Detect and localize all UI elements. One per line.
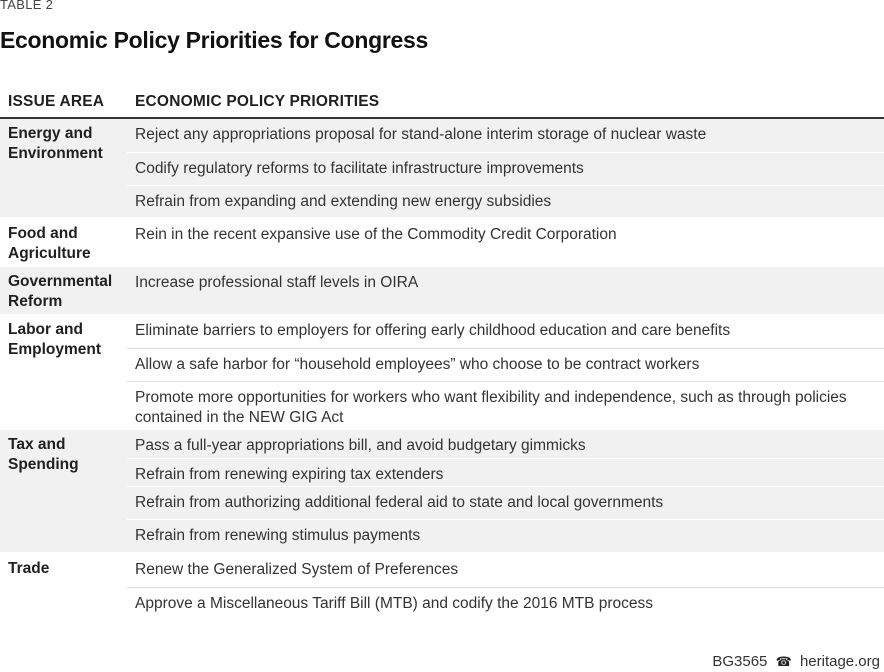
priority-row: Pass a full-year appropriations bill, and avoid budgetary gimmicks bbox=[135, 437, 586, 454]
issue-group-trade bbox=[0, 554, 884, 620]
issue-label: Tax and Spending bbox=[8, 436, 79, 473]
issue-group-food-agriculture bbox=[0, 219, 884, 265]
priority-row: Refrain from renewing stimulus payments bbox=[127, 519, 884, 552]
priority-row: Increase professional staff levels in OIRA bbox=[135, 274, 419, 291]
column-header-priorities: ECONOMIC POLICY PRIORITIES bbox=[135, 93, 380, 110]
priority-row: Refrain from expanding and extending new energy subsidies bbox=[127, 185, 884, 217]
priority-row: Renew the Generalized System of Preferences bbox=[135, 561, 459, 578]
priority-row: Reject any appropriations proposal for stand-alone interim storage of nuclear waste bbox=[135, 126, 707, 143]
site-link[interactable]: heritage.org bbox=[799, 653, 880, 670]
report-code: BG3565 bbox=[712, 653, 768, 670]
priority-row: Eliminate barriers to employers for offering early childhood education and care benefits bbox=[135, 322, 731, 339]
priority-row: Refrain from authorizing additional federal aid to state and local governments bbox=[127, 486, 884, 519]
issue-label: Energy and Environment bbox=[8, 125, 103, 162]
source-footer bbox=[712, 653, 880, 670]
issue-label: Food and Agriculture bbox=[8, 225, 91, 262]
issue-group-governmental-reform bbox=[0, 267, 884, 314]
table-label: TABLE 2 bbox=[0, 0, 54, 12]
column-header-issue-area: ISSUE AREA bbox=[8, 93, 105, 110]
priority-row: Promote more opportunities for workers who want flexibility and independence, such as through policies contained in the NEW GIG Act bbox=[127, 381, 884, 428]
bell-icon: ☎ bbox=[775, 654, 792, 669]
issue-label: Governmental Reform bbox=[8, 273, 113, 310]
issue-label: Trade bbox=[8, 560, 50, 577]
priority-row: Approve a Miscellaneous Tariff Bill (MTB) and codify the 2016 MTB process bbox=[127, 587, 884, 620]
issue-group-energy-environment bbox=[0, 119, 884, 217]
issue-label: Labor and Employment bbox=[8, 321, 102, 358]
priority-row: Refrain from renewing expiring tax extenders bbox=[127, 458, 884, 486]
issue-group-tax-spending bbox=[0, 430, 884, 552]
priority-row: Codify regulatory reforms to facilitate infrastructure improvements bbox=[127, 152, 884, 185]
table-title: Economic Policy Priorities for Congress bbox=[0, 27, 428, 53]
issue-group-labor-employment bbox=[0, 315, 884, 428]
priority-row: Rein in the recent expansive use of the Commodity Credit Corporation bbox=[135, 226, 617, 243]
priority-row: Allow a safe harbor for “household employees” who choose to be contract workers bbox=[127, 348, 884, 381]
